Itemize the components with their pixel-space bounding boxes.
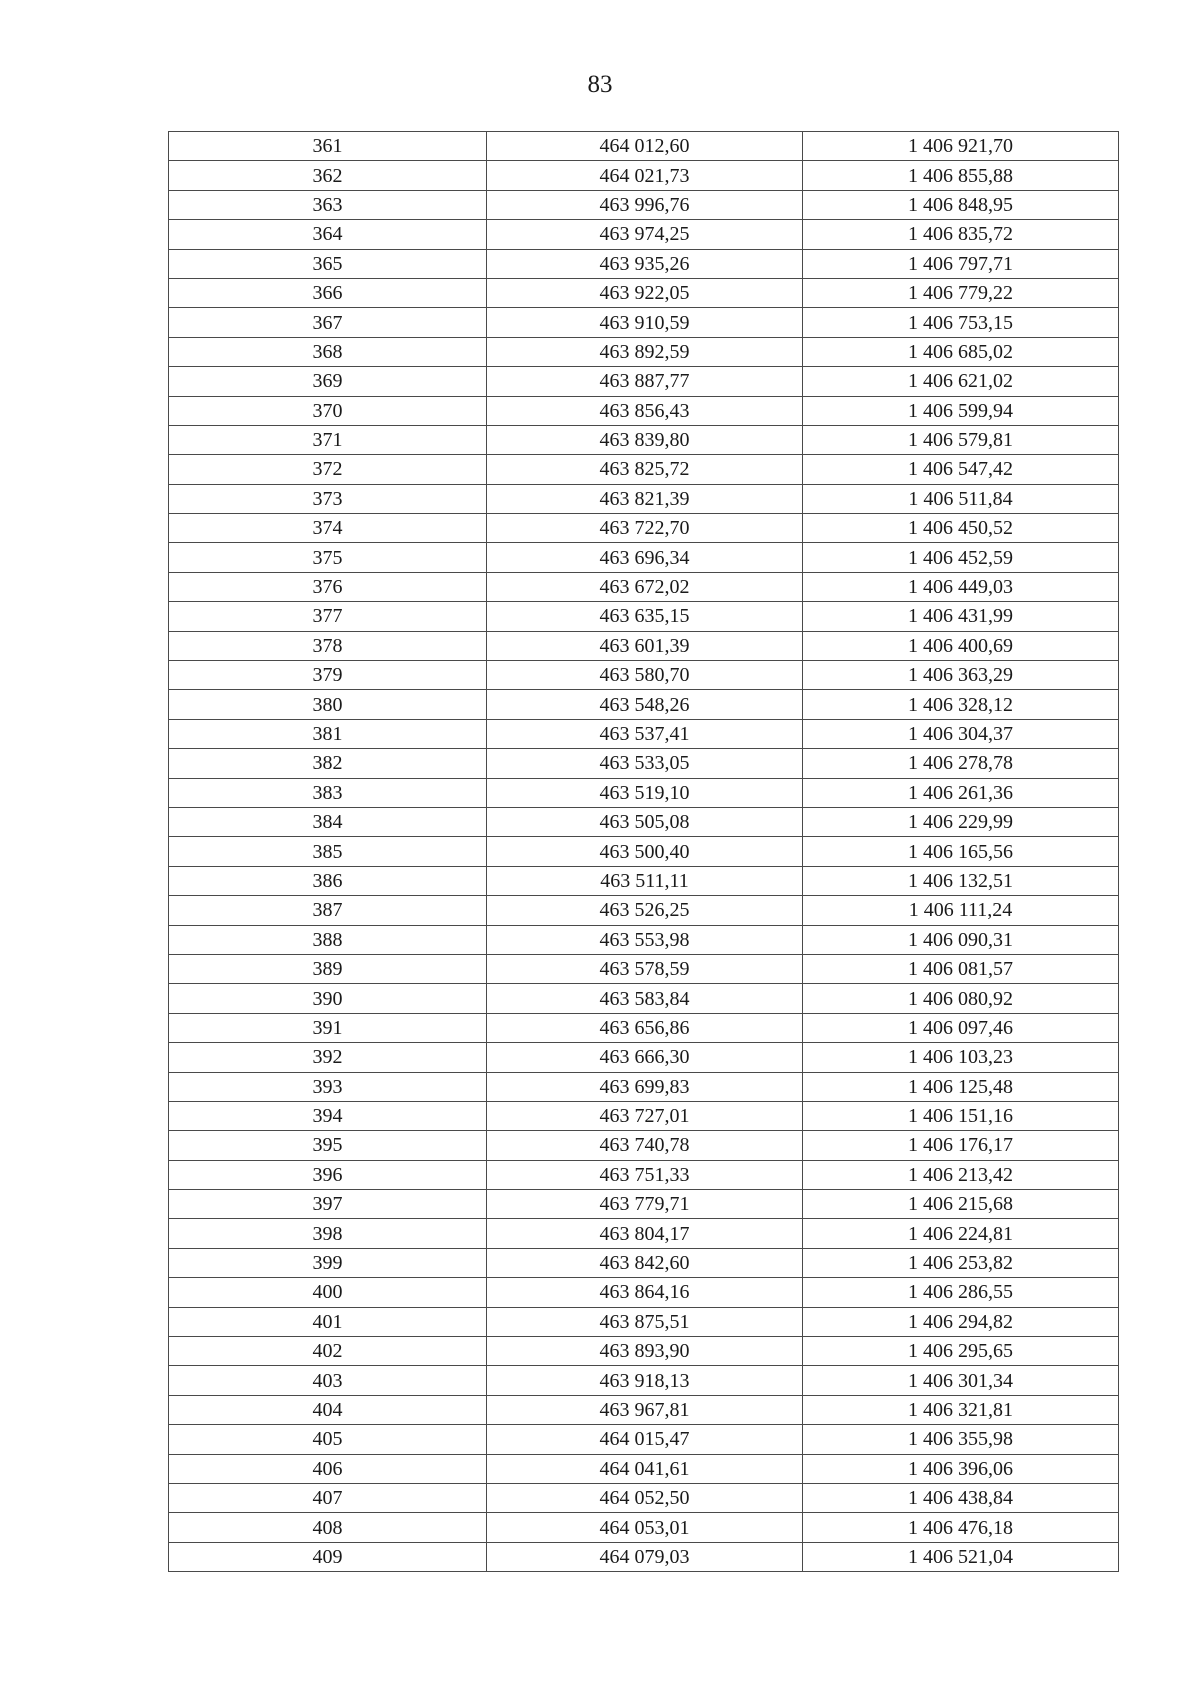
x-coordinate-cell: 463 511,11 — [487, 866, 803, 895]
y-coordinate-cell: 1 406 855,88 — [803, 161, 1119, 190]
table-row — [169, 602, 1119, 631]
point-number-cell: 378 — [169, 631, 487, 660]
y-coordinate-cell: 1 406 097,46 — [803, 1013, 1119, 1042]
point-number-cell: 400 — [169, 1278, 487, 1307]
point-number-cell: 363 — [169, 190, 487, 219]
point-number-cell: 390 — [169, 984, 487, 1013]
table-row — [169, 1131, 1119, 1160]
point-number-cell: 403 — [169, 1366, 487, 1395]
point-number-cell: 369 — [169, 367, 487, 396]
x-coordinate-cell: 463 821,39 — [487, 484, 803, 513]
x-coordinate-cell: 463 672,02 — [487, 572, 803, 601]
x-coordinate-cell: 463 740,78 — [487, 1131, 803, 1160]
point-number-cell: 362 — [169, 161, 487, 190]
table-row — [169, 719, 1119, 748]
point-number-cell: 368 — [169, 337, 487, 366]
y-coordinate-cell: 1 406 125,48 — [803, 1072, 1119, 1101]
point-number-cell: 398 — [169, 1219, 487, 1248]
point-number-cell: 370 — [169, 396, 487, 425]
table-row — [169, 778, 1119, 807]
point-number-cell: 397 — [169, 1190, 487, 1219]
table-row — [169, 954, 1119, 983]
point-number-cell: 392 — [169, 1043, 487, 1072]
y-coordinate-cell: 1 406 511,84 — [803, 484, 1119, 513]
point-number-cell: 393 — [169, 1072, 487, 1101]
table-row — [169, 572, 1119, 601]
y-coordinate-cell: 1 406 521,04 — [803, 1542, 1119, 1571]
table-row — [169, 925, 1119, 954]
x-coordinate-cell: 463 996,76 — [487, 190, 803, 219]
x-coordinate-cell: 463 779,71 — [487, 1190, 803, 1219]
point-number-cell: 380 — [169, 690, 487, 719]
point-number-cell: 379 — [169, 661, 487, 690]
table-row — [169, 749, 1119, 778]
point-number-cell: 394 — [169, 1101, 487, 1130]
x-coordinate-cell: 463 887,77 — [487, 367, 803, 396]
table-row — [169, 220, 1119, 249]
table-row — [169, 1307, 1119, 1336]
point-number-cell: 409 — [169, 1542, 487, 1571]
table-row — [169, 1219, 1119, 1248]
table-row — [169, 661, 1119, 690]
y-coordinate-cell: 1 406 111,24 — [803, 896, 1119, 925]
x-coordinate-cell: 463 526,25 — [487, 896, 803, 925]
x-coordinate-cell: 463 553,98 — [487, 925, 803, 954]
y-coordinate-cell: 1 406 301,34 — [803, 1366, 1119, 1395]
point-number-cell: 375 — [169, 543, 487, 572]
table-row — [169, 1425, 1119, 1454]
y-coordinate-cell: 1 406 294,82 — [803, 1307, 1119, 1336]
x-coordinate-cell: 463 967,81 — [487, 1395, 803, 1424]
table-row — [169, 425, 1119, 454]
point-number-cell: 373 — [169, 484, 487, 513]
page-number: 83 — [587, 71, 613, 98]
y-coordinate-cell: 1 406 599,94 — [803, 396, 1119, 425]
table-row — [169, 367, 1119, 396]
y-coordinate-cell: 1 406 400,69 — [803, 631, 1119, 660]
table-row — [169, 484, 1119, 513]
x-coordinate-cell: 463 864,16 — [487, 1278, 803, 1307]
y-coordinate-cell: 1 406 848,95 — [803, 190, 1119, 219]
table-row — [169, 837, 1119, 866]
y-coordinate-cell: 1 406 229,99 — [803, 807, 1119, 836]
table-row — [169, 249, 1119, 278]
y-coordinate-cell: 1 406 431,99 — [803, 602, 1119, 631]
y-coordinate-cell: 1 406 132,51 — [803, 866, 1119, 895]
y-coordinate-cell: 1 406 363,29 — [803, 661, 1119, 690]
y-coordinate-cell: 1 406 304,37 — [803, 719, 1119, 748]
y-coordinate-cell: 1 406 295,65 — [803, 1337, 1119, 1366]
x-coordinate-cell: 463 722,70 — [487, 514, 803, 543]
x-coordinate-cell: 463 839,80 — [487, 425, 803, 454]
table-row — [169, 1190, 1119, 1219]
table-row — [169, 807, 1119, 836]
table-row — [169, 896, 1119, 925]
x-coordinate-cell: 463 537,41 — [487, 719, 803, 748]
y-coordinate-cell: 1 406 286,55 — [803, 1278, 1119, 1307]
x-coordinate-cell: 463 918,13 — [487, 1366, 803, 1395]
y-coordinate-cell: 1 406 779,22 — [803, 278, 1119, 307]
y-coordinate-cell: 1 406 224,81 — [803, 1219, 1119, 1248]
x-coordinate-cell: 463 893,90 — [487, 1337, 803, 1366]
coordinates-table — [168, 131, 1119, 1572]
table-row — [169, 190, 1119, 219]
x-coordinate-cell: 463 500,40 — [487, 837, 803, 866]
point-number-cell: 399 — [169, 1248, 487, 1277]
point-number-cell: 366 — [169, 278, 487, 307]
table-row — [169, 337, 1119, 366]
table-row — [169, 308, 1119, 337]
table-row — [169, 631, 1119, 660]
x-coordinate-cell: 463 910,59 — [487, 308, 803, 337]
coordinates-table-body — [169, 132, 1119, 1572]
table-row — [169, 1483, 1119, 1512]
point-number-cell: 396 — [169, 1160, 487, 1189]
x-coordinate-cell: 463 548,26 — [487, 690, 803, 719]
point-number-cell: 406 — [169, 1454, 487, 1483]
y-coordinate-cell: 1 406 165,56 — [803, 837, 1119, 866]
x-coordinate-cell: 463 699,83 — [487, 1072, 803, 1101]
table-row — [169, 690, 1119, 719]
x-coordinate-cell: 463 696,34 — [487, 543, 803, 572]
point-number-cell: 374 — [169, 514, 487, 543]
table-row — [169, 1395, 1119, 1424]
y-coordinate-cell: 1 406 328,12 — [803, 690, 1119, 719]
table-row — [169, 1043, 1119, 1072]
y-coordinate-cell: 1 406 685,02 — [803, 337, 1119, 366]
table-row — [169, 161, 1119, 190]
point-number-cell: 384 — [169, 807, 487, 836]
x-coordinate-cell: 464 015,47 — [487, 1425, 803, 1454]
x-coordinate-cell: 464 053,01 — [487, 1513, 803, 1542]
point-number-cell: 404 — [169, 1395, 487, 1424]
point-number-cell: 385 — [169, 837, 487, 866]
x-coordinate-cell: 463 519,10 — [487, 778, 803, 807]
x-coordinate-cell: 463 505,08 — [487, 807, 803, 836]
y-coordinate-cell: 1 406 355,98 — [803, 1425, 1119, 1454]
x-coordinate-cell: 463 601,39 — [487, 631, 803, 660]
x-coordinate-cell: 463 727,01 — [487, 1101, 803, 1130]
point-number-cell: 376 — [169, 572, 487, 601]
x-coordinate-cell: 464 079,03 — [487, 1542, 803, 1571]
x-coordinate-cell: 463 974,25 — [487, 220, 803, 249]
point-number-cell: 377 — [169, 602, 487, 631]
y-coordinate-cell: 1 406 579,81 — [803, 425, 1119, 454]
x-coordinate-cell: 463 804,17 — [487, 1219, 803, 1248]
point-number-cell: 388 — [169, 925, 487, 954]
table-row — [169, 396, 1119, 425]
x-coordinate-cell: 463 533,05 — [487, 749, 803, 778]
y-coordinate-cell: 1 406 253,82 — [803, 1248, 1119, 1277]
table-row — [169, 1013, 1119, 1042]
table-row — [169, 1542, 1119, 1571]
y-coordinate-cell: 1 406 438,84 — [803, 1483, 1119, 1512]
y-coordinate-cell: 1 406 921,70 — [803, 132, 1119, 161]
table-row — [169, 1278, 1119, 1307]
point-number-cell: 408 — [169, 1513, 487, 1542]
point-number-cell: 395 — [169, 1131, 487, 1160]
y-coordinate-cell: 1 406 321,81 — [803, 1395, 1119, 1424]
y-coordinate-cell: 1 406 835,72 — [803, 220, 1119, 249]
point-number-cell: 365 — [169, 249, 487, 278]
y-coordinate-cell: 1 406 080,92 — [803, 984, 1119, 1013]
y-coordinate-cell: 1 406 261,36 — [803, 778, 1119, 807]
table-row — [169, 1072, 1119, 1101]
table-row — [169, 278, 1119, 307]
x-coordinate-cell: 463 825,72 — [487, 455, 803, 484]
x-coordinate-cell: 464 052,50 — [487, 1483, 803, 1512]
x-coordinate-cell: 463 666,30 — [487, 1043, 803, 1072]
y-coordinate-cell: 1 406 213,42 — [803, 1160, 1119, 1189]
y-coordinate-cell: 1 406 103,23 — [803, 1043, 1119, 1072]
point-number-cell: 382 — [169, 749, 487, 778]
x-coordinate-cell: 463 875,51 — [487, 1307, 803, 1336]
table-row — [169, 514, 1119, 543]
table-row — [169, 1160, 1119, 1189]
x-coordinate-cell: 463 842,60 — [487, 1248, 803, 1277]
x-coordinate-cell: 464 012,60 — [487, 132, 803, 161]
y-coordinate-cell: 1 406 396,06 — [803, 1454, 1119, 1483]
point-number-cell: 383 — [169, 778, 487, 807]
x-coordinate-cell: 463 892,59 — [487, 337, 803, 366]
y-coordinate-cell: 1 406 215,68 — [803, 1190, 1119, 1219]
table-row — [169, 866, 1119, 895]
x-coordinate-cell: 463 635,15 — [487, 602, 803, 631]
point-number-cell: 389 — [169, 954, 487, 983]
x-coordinate-cell: 463 578,59 — [487, 954, 803, 983]
y-coordinate-cell: 1 406 081,57 — [803, 954, 1119, 983]
table-row — [169, 543, 1119, 572]
x-coordinate-cell: 464 041,61 — [487, 1454, 803, 1483]
table-row — [169, 1337, 1119, 1366]
y-coordinate-cell: 1 406 621,02 — [803, 367, 1119, 396]
point-number-cell: 381 — [169, 719, 487, 748]
x-coordinate-cell: 463 856,43 — [487, 396, 803, 425]
x-coordinate-cell: 463 583,84 — [487, 984, 803, 1013]
x-coordinate-cell: 463 751,33 — [487, 1160, 803, 1189]
point-number-cell: 361 — [169, 132, 487, 161]
y-coordinate-cell: 1 406 449,03 — [803, 572, 1119, 601]
y-coordinate-cell: 1 406 176,17 — [803, 1131, 1119, 1160]
y-coordinate-cell: 1 406 278,78 — [803, 749, 1119, 778]
point-number-cell: 371 — [169, 425, 487, 454]
y-coordinate-cell: 1 406 450,52 — [803, 514, 1119, 543]
point-number-cell: 401 — [169, 1307, 487, 1336]
table-row — [169, 455, 1119, 484]
point-number-cell: 407 — [169, 1483, 487, 1512]
point-number-cell: 364 — [169, 220, 487, 249]
y-coordinate-cell: 1 406 476,18 — [803, 1513, 1119, 1542]
table-row — [169, 1366, 1119, 1395]
point-number-cell: 387 — [169, 896, 487, 925]
point-number-cell: 386 — [169, 866, 487, 895]
point-number-cell: 405 — [169, 1425, 487, 1454]
x-coordinate-cell: 463 935,26 — [487, 249, 803, 278]
y-coordinate-cell: 1 406 797,71 — [803, 249, 1119, 278]
x-coordinate-cell: 463 922,05 — [487, 278, 803, 307]
y-coordinate-cell: 1 406 547,42 — [803, 455, 1119, 484]
table-row — [169, 1101, 1119, 1130]
point-number-cell: 402 — [169, 1337, 487, 1366]
x-coordinate-cell: 464 021,73 — [487, 161, 803, 190]
y-coordinate-cell: 1 406 753,15 — [803, 308, 1119, 337]
table-row — [169, 1454, 1119, 1483]
point-number-cell: 372 — [169, 455, 487, 484]
table-row — [169, 1513, 1119, 1542]
point-number-cell: 391 — [169, 1013, 487, 1042]
x-coordinate-cell: 463 656,86 — [487, 1013, 803, 1042]
table-row — [169, 984, 1119, 1013]
table-row — [169, 1248, 1119, 1277]
x-coordinate-cell: 463 580,70 — [487, 661, 803, 690]
y-coordinate-cell: 1 406 090,31 — [803, 925, 1119, 954]
point-number-cell: 367 — [169, 308, 487, 337]
y-coordinate-cell: 1 406 151,16 — [803, 1101, 1119, 1130]
y-coordinate-cell: 1 406 452,59 — [803, 543, 1119, 572]
table-row — [169, 132, 1119, 161]
